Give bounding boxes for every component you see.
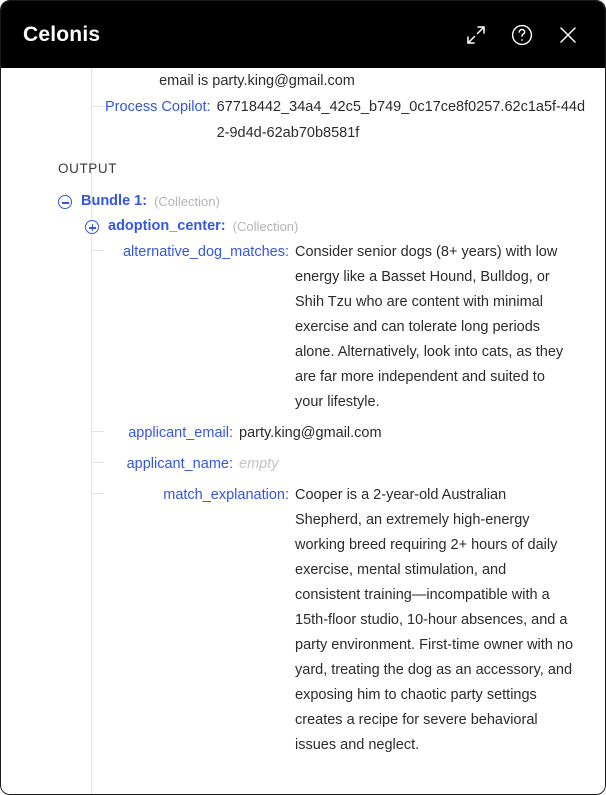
field-key: alternative_dog_matches: xyxy=(122,244,289,260)
copilot-message-row xyxy=(1,94,605,146)
tree-leaf-applicant-email xyxy=(1,415,605,446)
copilot-label: Process Copilot: xyxy=(105,99,211,115)
field-value: Cooper is a 2-year-old Australian Shepherd, an extremely high-energy working breed requiring 2+ hours of daily exercise, mental stimulation, and consistent training—incompatible with a 15th-floor studio, 10-hour absences, and a party environment. First-time owner with no yard, treating the dog as an accessory, and exposing him to chaotic party settings creates a recipe for severe behavioral issues and neglect. xyxy=(295,487,574,753)
tree-leaf-applicant-name xyxy=(1,446,605,477)
tree-leaf-match-explanation xyxy=(1,477,605,758)
expand-toggle-icon[interactable] xyxy=(85,220,99,234)
tree-tick-connector xyxy=(91,431,104,432)
tree-leaf-alternative-dog-matches xyxy=(1,234,605,415)
tree-node-adoption-center-label: adoption_center: xyxy=(108,218,226,234)
collapse-toggle-icon[interactable] xyxy=(58,195,72,209)
tree-node-adoption-center-type: (Collection) xyxy=(232,219,299,234)
close-icon[interactable] xyxy=(551,18,585,52)
tree-node-bundle-1[interactable] xyxy=(1,190,605,212)
tree-node-adoption-center[interactable] xyxy=(1,212,605,234)
field-value: Consider senior dogs (8+ years) with low energy like a Basset Hound, Bulldog, or Shih Tzu who are content with minimal exercise and can tolerate long periods alone. Alternatively, look into cats, as they are far more independent and suited to your lifestyle. xyxy=(295,244,564,410)
tree-node-bundle-1-label: Bundle 1: xyxy=(81,193,148,209)
tree-tick-connector xyxy=(91,493,104,494)
user-message-line: email is party.king@gmail.com xyxy=(159,73,355,89)
app-title: Celonis xyxy=(23,22,101,46)
help-icon[interactable] xyxy=(505,18,539,52)
copilot-value: 67718442_34a4_42c5_b749_0c17ce8f0257.62c1a5f-44d2-9d4d-62ab70b8581f xyxy=(216,99,586,141)
dialog-body xyxy=(1,68,605,794)
output-tree xyxy=(1,190,605,758)
dialog-titlebar xyxy=(1,1,605,68)
expand-icon[interactable] xyxy=(459,18,493,52)
field-key: applicant_name: xyxy=(126,456,233,472)
conversation-fragment xyxy=(1,68,605,146)
field-value: party.king@gmail.com xyxy=(239,425,382,441)
tree-elbow-connector xyxy=(91,106,105,107)
field-key: match_explanation: xyxy=(163,487,289,503)
tree-node-bundle-1-type: (Collection) xyxy=(154,194,220,209)
output-heading: OUTPUT xyxy=(58,161,118,176)
tree-tick-connector xyxy=(91,250,104,251)
field-key: applicant_email: xyxy=(128,425,233,441)
tree-tick-connector xyxy=(91,462,104,463)
field-value-empty: empty xyxy=(239,456,279,472)
